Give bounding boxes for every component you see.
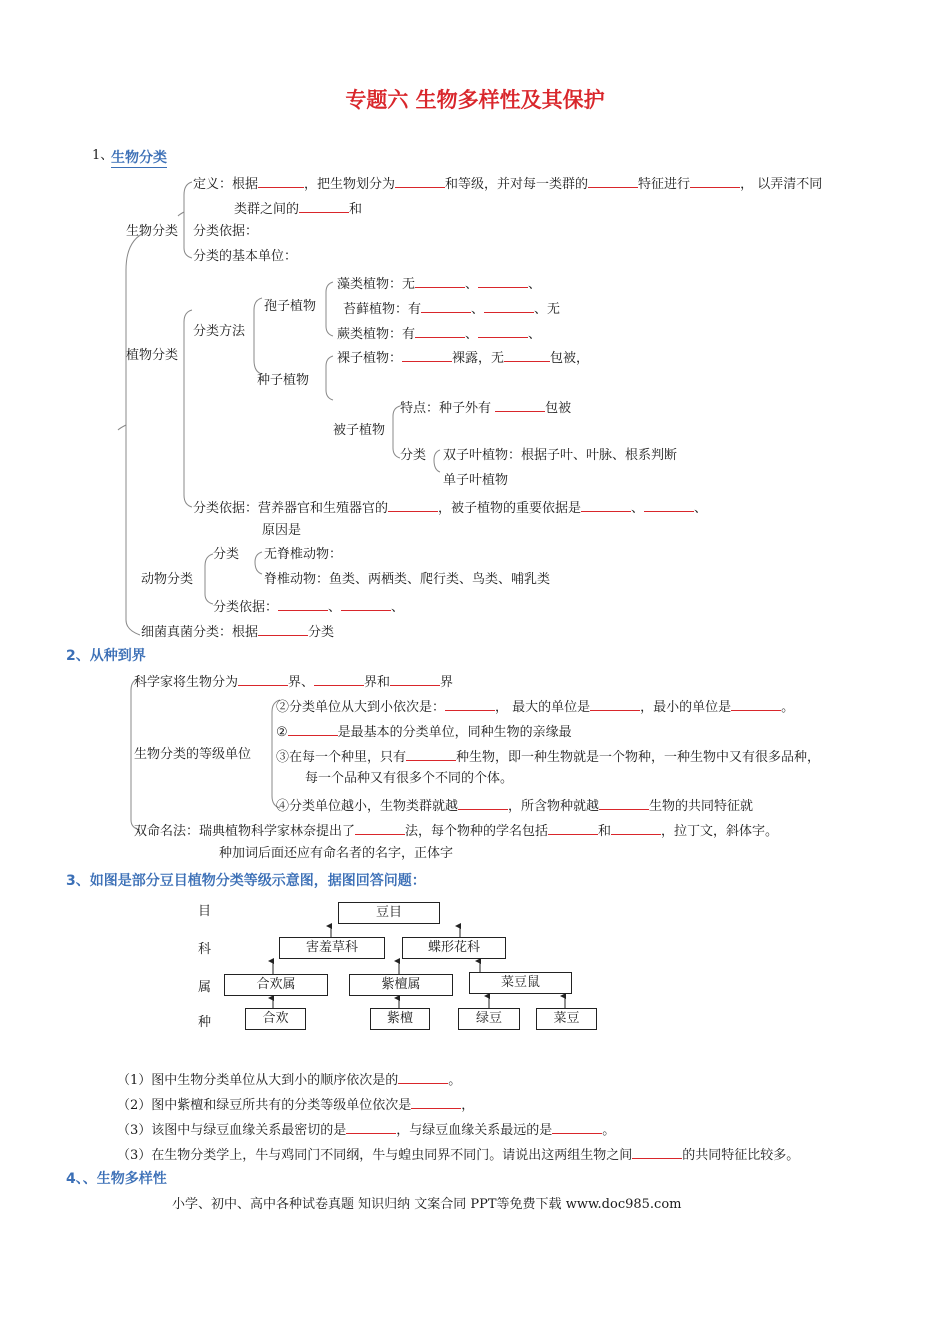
fungi-line: 细菌真菌分类：根据 分类 [141, 622, 334, 641]
algae-line: 藻类植物：无 、 、 [337, 274, 541, 293]
page-title: 专题六 生物多样性及其保护 [345, 88, 605, 112]
definition-line-2: 类群之间的 和 [234, 199, 362, 218]
box-genus-3: 菜豆鼠 [469, 972, 572, 994]
question-1: （1）图中生物分类单位从大到小的顺序依次是的 。 [117, 1070, 461, 1089]
levels-line-4: ④分类单位越小，生物类群就越 ，所含物种就越 生物的共同特征就 [276, 796, 753, 815]
levels-line-2: ② 是最基本的分类单位，同种生物的亲缘最 [276, 722, 572, 741]
node-angiosperm: 被子植物 [333, 423, 386, 438]
section1-number: 1、 [92, 148, 114, 163]
box-genus-2: 紫檀属 [349, 974, 453, 996]
invertebrate-line: 无脊椎动物： [264, 547, 343, 562]
section4-heading: 4、、生物多样性 [66, 1171, 167, 1187]
node-spore-plants: 孢子植物 [264, 299, 317, 314]
box-family-1: 害羞草科 [279, 937, 385, 959]
node-method: 分类方法 [193, 324, 246, 339]
node-plant-classification: 植物分类 [126, 348, 179, 363]
moss-line: 苔藓植物：有 、 、无 [343, 299, 560, 318]
binomial-line-2: 种加词后面还应有命名者的名字，正体字 [219, 846, 454, 861]
node-animal-classification: 动物分类 [141, 572, 194, 587]
angio-feature: 特点：种子外有 包被 [400, 398, 571, 417]
levels-line-3: ③在每一个种里，只有 种生物，即一种生物就是一个物种，一种生物中又有很多品种， [276, 747, 820, 766]
vertebrate-line: 脊椎动物：鱼类、两栖类、爬行类、鸟类、哺乳类 [264, 572, 551, 587]
question-4: （3）在生物分类学上，牛与鸡同门不同纲，牛与蝗虫同界不同门。请说出这两组生物之间 的共同特征比较多。 [117, 1145, 799, 1164]
box-family-2: 蝶形花科 [402, 937, 506, 959]
box-order: 豆目 [338, 902, 440, 924]
node-classification: 生物分类 [126, 224, 179, 239]
levels-line-1: ②分类单位从大到小依次是： ， 最大的单位是 ，最小的单位是 。 [276, 697, 794, 716]
rank-species-label: 种 [198, 1015, 212, 1030]
basic-unit: 分类的基本单位： [193, 249, 298, 264]
box-species-1: 合欢 [245, 1008, 306, 1030]
rank-order-label: 目 [198, 904, 212, 919]
levels-line-3b: 每一个品种又有很多个不同的个体。 [305, 771, 514, 786]
node-levels: 生物分类的等级单位 [134, 747, 252, 762]
box-genus-1: 合欢属 [224, 974, 328, 996]
node-animal-class: 分类 [213, 547, 240, 562]
binomial-line: 双命名法：瑞典植物科学家林奈提出了 法，每个物种的学名包括 和 ，拉丁文，斜体字。 [134, 821, 778, 840]
fern-line: 蕨类植物：有 、 、 [337, 324, 541, 343]
section1-heading: 生物分类 [111, 147, 167, 168]
question-2: （2）图中紫檀和绿豆所共有的分类等级单位依次是 ， [117, 1095, 474, 1114]
footer-text: 小学、初中、高中各种试卷真题 知识归纳 文案合同 PPT等免费下载 www.doc985.com [172, 1197, 682, 1212]
box-species-2: 紫檀 [370, 1008, 430, 1030]
monocot-line: 单子叶植物 [443, 473, 509, 488]
node-seed-plants: 种子植物 [257, 373, 310, 388]
box-species-4: 菜豆 [536, 1008, 597, 1030]
rank-family-label: 科 [198, 942, 212, 957]
reason-line: 原因是 [262, 523, 302, 538]
definition-line: 定义：根据 ，把生物划分为 和等级，并对每一类群的 特征进行 ， 以弄清不同 [193, 174, 822, 193]
node-subclass: 分类 [400, 448, 427, 463]
classification-basis: 分类依据： [193, 224, 259, 239]
rank-genus-label: 属 [198, 980, 212, 995]
dicot-line: 双子叶植物：根据子叶、叶脉、根系判断 [443, 448, 678, 463]
question-3: （3）该图中与绿豆血缘关系最密切的是 ，与绿豆血缘关系最远的是 。 [117, 1120, 615, 1139]
section2-heading: 2、从种到界 [66, 648, 146, 664]
box-species-3: 绿豆 [458, 1008, 520, 1030]
animal-basis-line: 分类依据： 、 、 [213, 597, 404, 616]
plant-basis-line: 分类依据：营养器官和生殖器官的 ，被子植物的重要依据是 、 、 [193, 498, 707, 517]
gymno-line: 裸子植物： 裸露，无 包被， [337, 348, 589, 367]
section3-heading: 3、如图是部分豆目植物分类等级示意图，据图回答问题： [66, 873, 426, 889]
kingdoms-line: 科学家将生物分为 界、 界和 界 [134, 672, 453, 691]
